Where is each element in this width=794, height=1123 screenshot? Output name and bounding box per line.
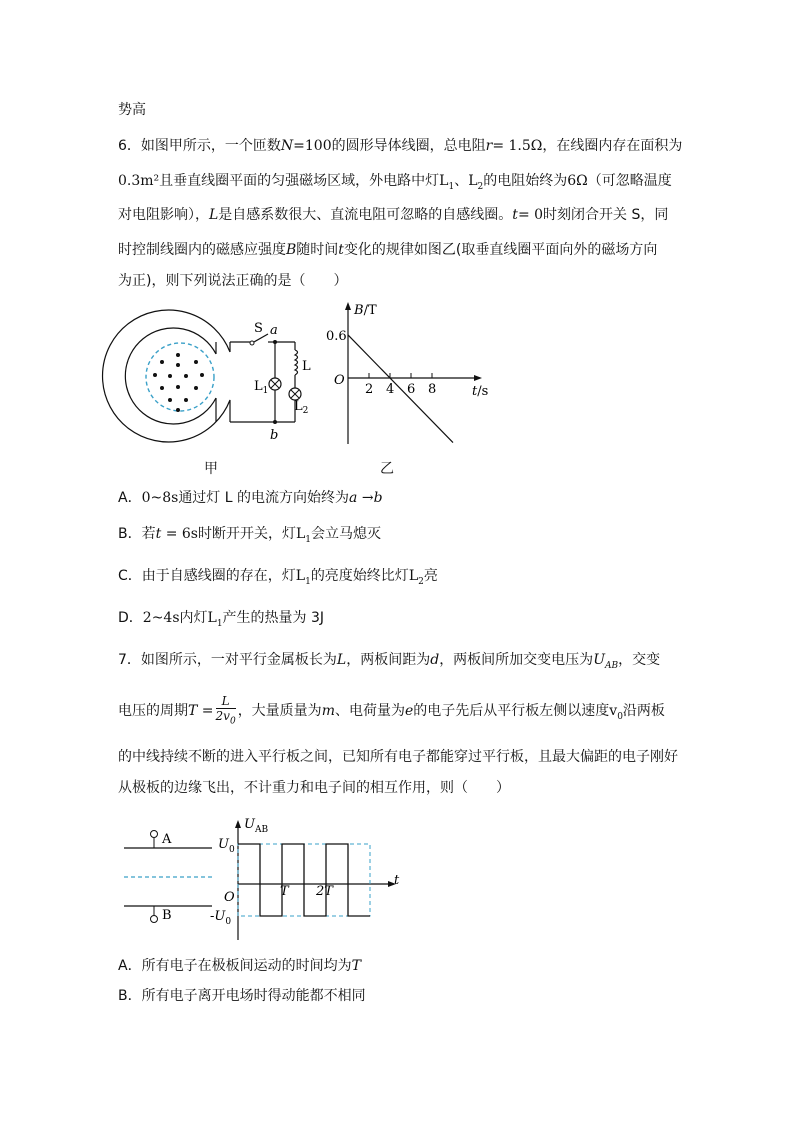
period-fraction: $\frac{L}{2v_0}$ — [215, 693, 236, 727]
plate-B-label: B — [162, 908, 172, 923]
q6-line-2: 0.3m²且垂直线圈平面的匀强磁场区域，外电路中灯$L_1$、$L_2$的电阻始终为6Ω（可忽略温度 — [118, 173, 672, 192]
prev-question-tail: 势高 — [118, 102, 146, 118]
bt-ylabel: B/T — [354, 303, 377, 318]
magnetic-field-region — [146, 343, 214, 411]
field-dots — [153, 353, 204, 412]
q6-option-d[interactable]: D．2~4s内灯$L_1$产生的热量为 3J — [118, 610, 325, 629]
q6-option-c[interactable]: C．由于自感线圈的存在，灯$L_1$的亮度始终比灯$L_2$亮 — [118, 568, 438, 587]
figure-jia-caption: 甲 — [204, 461, 218, 477]
bt-origin: O — [334, 373, 345, 388]
bt-xlabel: t/s — [472, 384, 489, 399]
voltage-2T-label: 2T — [316, 884, 333, 899]
voltage-U0-label: $U_0$ — [218, 837, 235, 855]
q6-line-5: 为正)，则下列说法正确的是（ ） — [118, 273, 348, 289]
q7-option-a[interactable]: A．所有电子在极板间运动的时间均为T — [118, 958, 361, 974]
voltage-ylabel: $U_{AB}$ — [244, 817, 269, 835]
voltage-T-label: T — [280, 884, 289, 899]
node-a-label: a — [270, 323, 278, 338]
q6-line-3: 对电阻影响），L是自感系数很大、直流电阻可忽略的自感线圈。t= 0时刻闭合开关 S，同 — [118, 207, 669, 223]
inductor-label: L — [302, 359, 311, 374]
voltage-square-wave — [238, 844, 370, 916]
q6-bt-graph — [326, 298, 502, 448]
bt-tick-label: 4 — [386, 382, 395, 397]
q7-number: 7． — [118, 652, 141, 668]
bt-tick-label: 8 — [428, 382, 437, 397]
lamp-L2-label: $L_2$ — [294, 399, 309, 416]
q7-line-1: 7．如图所示，一对平行金属板长为L，两板间距为d，两板间所加交变电压为$U_{AB}$，交变 — [118, 652, 661, 671]
q6-line-4: 时控制线圈内的磁感应强度B随时间t变化的规律如图乙(取垂直线圈平面向外的磁场方向 — [118, 242, 658, 258]
q7-line-4: 从极板的边缘飞出，不计重力和电子间的相互作用，则（ ） — [118, 780, 510, 796]
voltage-origin: O — [224, 890, 235, 905]
q6-option-a[interactable]: A．0~8s通过灯 L 的电流方向始终为a →b — [118, 490, 383, 506]
q7-plates-figure — [120, 828, 216, 924]
voltage-xlabel: t — [394, 873, 400, 888]
q6-circuit-figure — [120, 322, 310, 472]
q7-line-2: 电压的周期T = $\frac{L}{2v_0}$ ，大量质量为m、电荷量为e的电子先后从平行板左侧以速度$v_0$沿两板 — [118, 693, 665, 727]
bt-x-ticks — [365, 373, 436, 397]
q6-number: 6． — [118, 138, 141, 154]
q7-line-3: 的中线持续不断的进入平行板之间，已知所有电子都能穿过平行板，且最大偏距的电子刚好 — [118, 749, 678, 765]
voltage-negU0-label: $-U_0$ — [210, 909, 232, 927]
bt-series-line — [348, 335, 453, 443]
bt-tick-label: 6 — [407, 382, 416, 397]
q7-option-b[interactable]: B．所有电子离开电场时得动能都不相同 — [118, 988, 366, 1004]
q6-option-b[interactable]: B．若t = 6s时断开开关，灯$L_1$会立马熄灭 — [118, 526, 382, 545]
q6-line-1: 6．如图甲所示，一个匝数N=100的圆形导体线圈，总电阻r= 1.5Ω，在线圈内存在面积为 — [118, 138, 683, 154]
plate-A-label: A — [162, 832, 172, 847]
switch-label: S — [254, 321, 263, 336]
lamp-L1-label: $L_1$ — [254, 379, 269, 396]
bt-tick-label: 2 — [365, 382, 374, 397]
q7-voltage-graph — [212, 812, 412, 942]
figure-yi-caption: 乙 — [380, 461, 394, 477]
node-b-label: b — [270, 428, 279, 443]
bt-y-tick: 0.6 — [326, 329, 347, 344]
